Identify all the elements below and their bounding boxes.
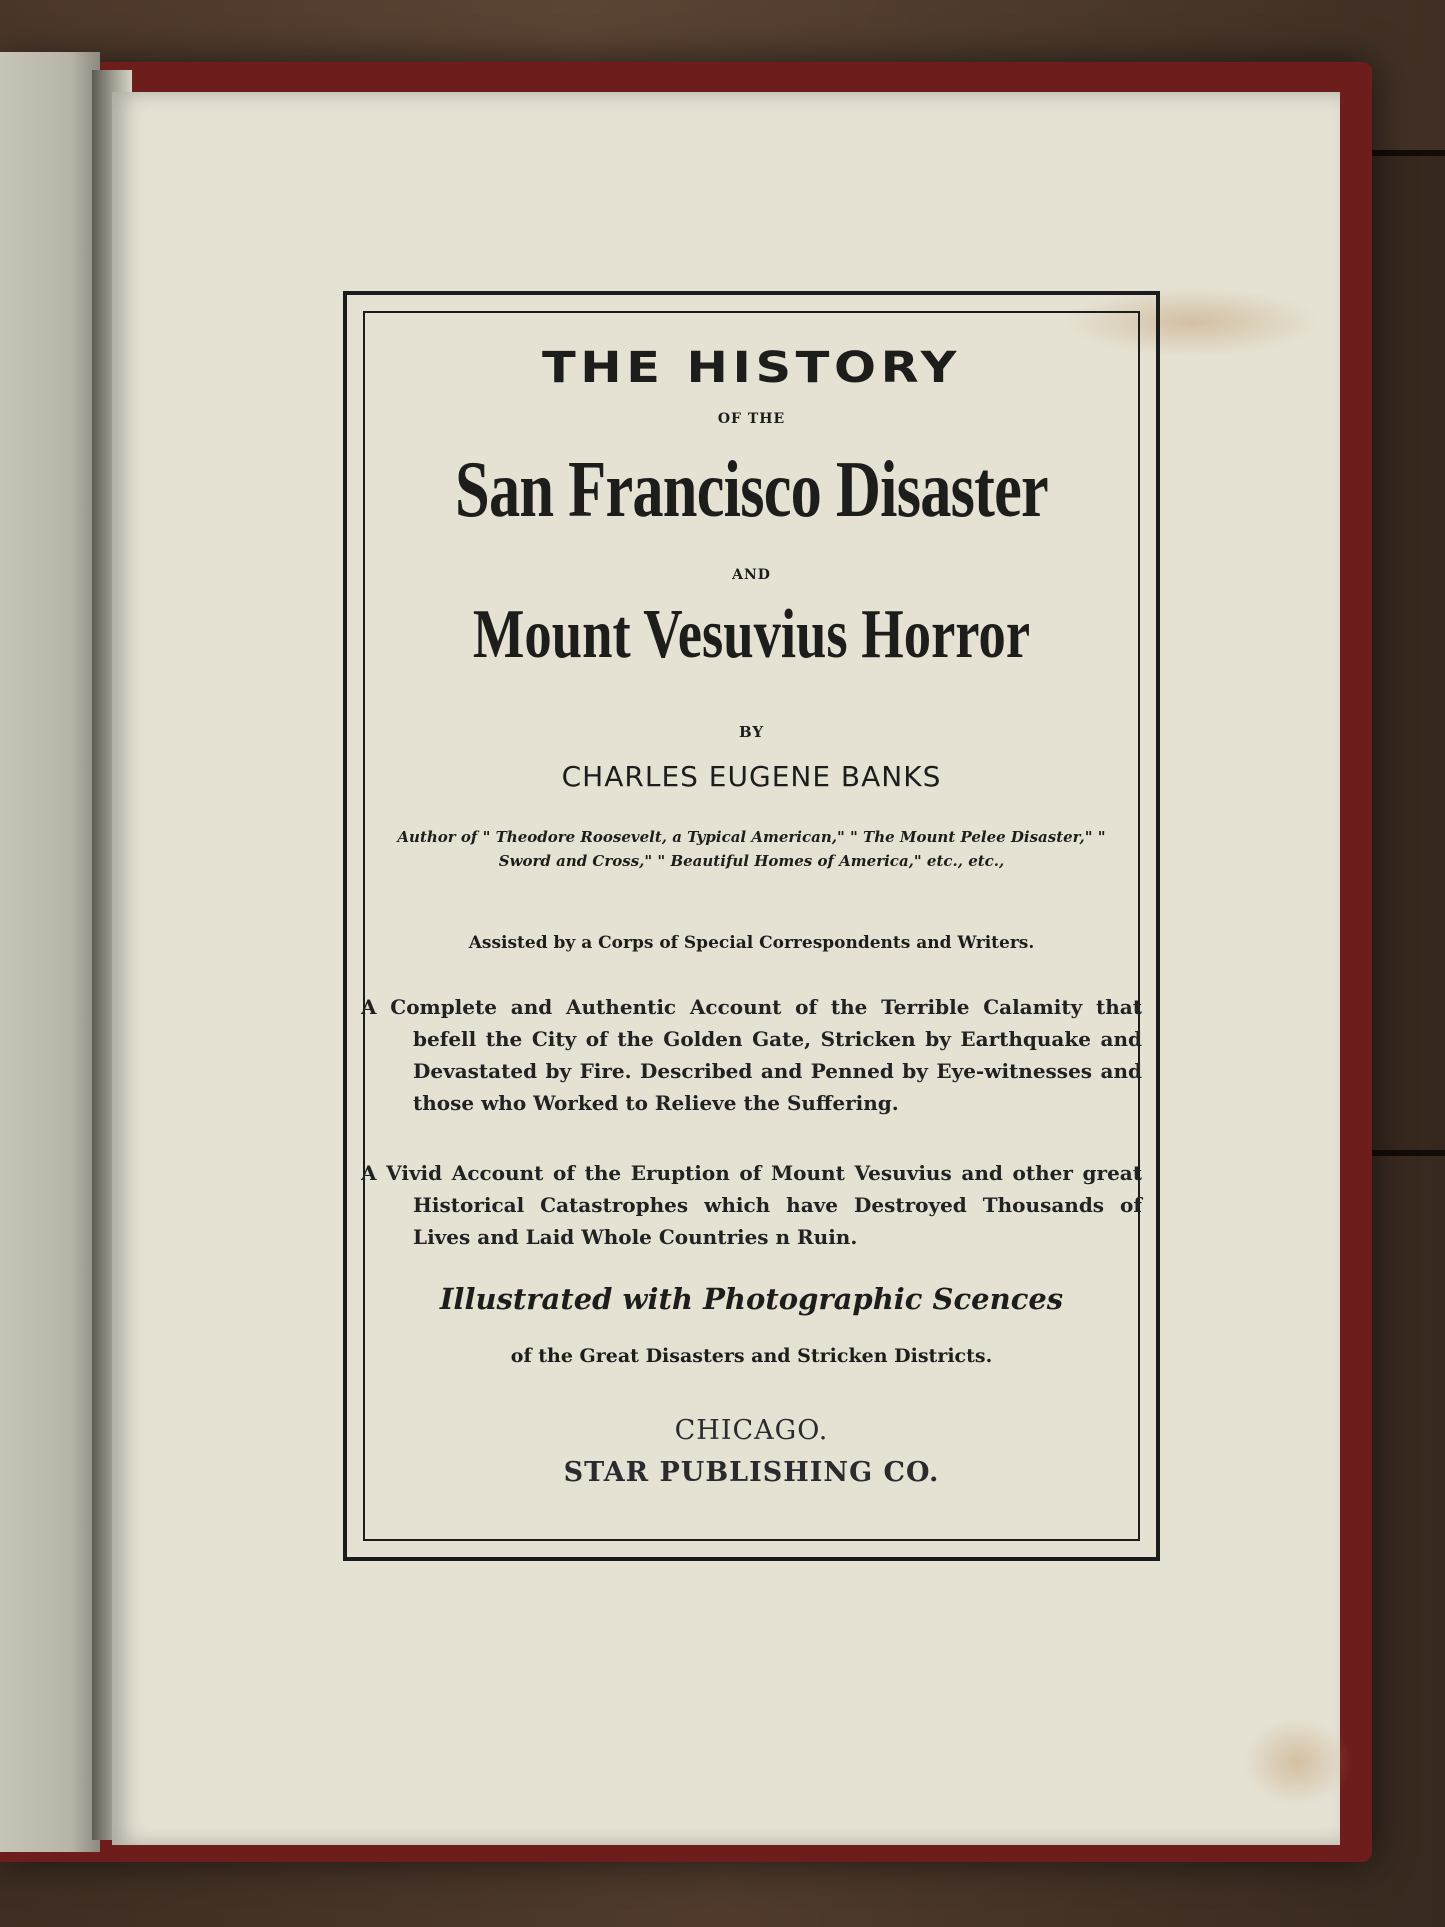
description-paragraph-2: A Vivid Account of the Eruption of Mount Vesuvius and other great Historical Catastrophes which have Destroyed Thousands of Lives and Laid Whole Countries n Ruin. xyxy=(361,1161,1142,1249)
author-name: CHARLES EUGENE BANKS xyxy=(561,760,942,793)
title-content xyxy=(347,295,1156,1557)
title-page xyxy=(112,92,1340,1845)
left-page xyxy=(0,52,100,1852)
illustrated-line: Illustrated with Photographic Scences xyxy=(439,1282,1064,1316)
title-the-history: THE HISTORY xyxy=(541,343,962,393)
title-of-the: OF THE xyxy=(717,411,786,427)
page-stain xyxy=(1242,1717,1352,1807)
title-mount-vesuvius-horror: Mount Vesuvius Horror xyxy=(472,596,1031,673)
title-frame xyxy=(343,291,1160,1561)
title-san-francisco-disaster: San Francisco Disaster xyxy=(455,446,1048,534)
author-works: Author of " Theodore Roosevelt, a Typical American," " The Mount Pelee Disaster," " Sword and Cross," " Beautiful Homes of America," etc., etc., xyxy=(397,828,1106,870)
assisted-line: Assisted by a Corps of Special Correspondents and Writers. xyxy=(468,933,1035,953)
disasters-line: of the Great Disasters and Stricken Districts. xyxy=(510,1345,993,1367)
title-and: AND xyxy=(732,567,771,583)
description-paragraph-1: A Complete and Authentic Account of the Terrible Calamity that befell the City of the Golden Gate, Stricken by Earthquake and Devastated by Fire. Described and Penned by Eye-witnesses and those who Worked to Relieve the Suffering. xyxy=(361,995,1142,1115)
publisher-name: STAR PUBLISHING CO. xyxy=(563,1457,940,1488)
publisher-city: CHICAGO. xyxy=(674,1415,829,1446)
title-by: BY xyxy=(738,723,765,741)
